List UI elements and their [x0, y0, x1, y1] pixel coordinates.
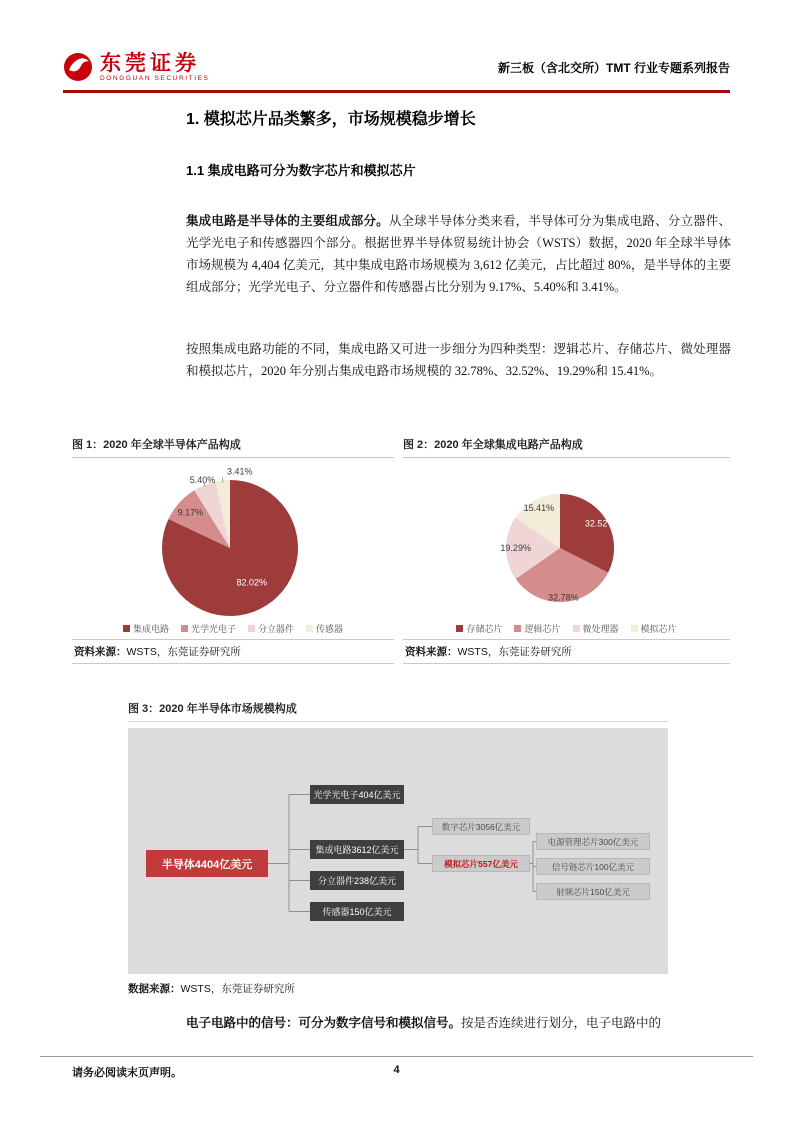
brand-text — [100, 52, 210, 83]
legend-swatch — [514, 625, 521, 632]
figure-2-legend — [403, 620, 730, 636]
tree-node: 电源管理芯片300亿美元 — [536, 833, 650, 850]
page-header — [63, 46, 730, 88]
figure-3-source — [128, 974, 668, 996]
pie-data-label: 9.17% — [177, 507, 204, 518]
legend-swatch — [181, 625, 188, 632]
figure-1-source — [72, 639, 394, 664]
figure-2 — [403, 434, 730, 664]
source-label: 资料来源： — [405, 646, 458, 658]
legend-item: 微处理器 — [573, 622, 619, 635]
subsection-heading: 1.1 集成电路可分为数字芯片和模拟芯片 — [186, 163, 416, 178]
paragraph-3 — [186, 1012, 731, 1034]
paragraph-2: 按照集成电路功能的不同，集成电路又可进一步细分为四种类型：逻辑芯片、存储芯片、微处理器和模拟芯片，2020 年分别占集成电路市场规模的 32.78%、32.52%、19.29%和 15.41%。 — [186, 342, 731, 378]
tree-node: 集成电路3612亿美元 — [310, 840, 404, 859]
paragraph-3-lead: 电子电路中的信号：可分为数字信号和模拟信号。 — [186, 1016, 462, 1030]
figure-1-pie-chart — [72, 460, 394, 620]
paragraph-1 — [186, 210, 731, 298]
legend-item: 分立器件 — [248, 622, 294, 635]
pie-data-label: 3.41% — [227, 466, 253, 477]
header-divider — [63, 90, 730, 93]
figure-3-tree-diagram — [128, 728, 668, 974]
tree-node: 分立器件238亿美元 — [310, 871, 404, 890]
tree-node: 数字芯片3056亿美元 — [432, 818, 530, 835]
figure-1-caption: 图 1：2020 年全球半导体产品构成 — [72, 434, 394, 458]
pie-label-leader — [222, 477, 223, 482]
brand-logo-icon — [63, 52, 93, 82]
pie-data-label: 32.78% — [548, 592, 579, 603]
pie-data-label: 82.02% — [236, 577, 268, 588]
brand-name: 东莞证券 — [100, 50, 200, 75]
footer-disclaimer: 请务必阅读末页声明。 — [72, 1067, 182, 1079]
legend-item: 模拟芯片 — [631, 622, 677, 635]
brand-name-en: DONGGUAN SECURITIES — [100, 74, 210, 82]
source-text: WSTS，东莞证券研究所 — [180, 983, 295, 995]
figure-1-legend — [72, 620, 394, 636]
page-number: 4 — [393, 1064, 400, 1076]
source-label: 资料来源： — [74, 646, 127, 658]
tree-node: 射频芯片150亿美元 — [536, 883, 650, 900]
legend-item: 传感器 — [306, 622, 343, 635]
legend-item: 集成电路 — [123, 622, 169, 635]
footer-divider — [40, 1056, 753, 1057]
source-label: 数据来源： — [128, 983, 181, 995]
figure-3 — [128, 698, 668, 996]
legend-swatch — [573, 625, 580, 632]
figure-3-caption: 图 3：2020 年半导体市场规模构成 — [128, 698, 668, 722]
legend-item: 存储芯片 — [456, 622, 502, 635]
pie-data-label: 5.40% — [189, 474, 216, 485]
legend-swatch — [123, 625, 130, 632]
pie-data-label: 19.29% — [500, 543, 531, 554]
paragraph-1-body: 从全球半导体分类来看，半导体可分为集成电路、分立器件、光学光电子和传感器四个部分。根据世界半导体贸易统计协会（WSTS）数据，2020 年全球半导体市场规模为 4,404 亿美元，其中集成电路市场规模为 3,612 亿美元，占比超过 80%，是半导体的主要组成部分；光学光电子、分立器件和传感器占比分别为 9.17%、5.40%和 3.41%。 — [186, 214, 731, 294]
figure-2-pie-chart — [403, 460, 730, 620]
pie-data-label: 15.41% — [523, 502, 555, 513]
legend-swatch — [248, 625, 255, 632]
brand — [63, 52, 210, 83]
tree-node: 信号链芯片100亿美元 — [536, 858, 650, 875]
legend-swatch — [306, 625, 313, 632]
legend-item: 逻辑芯片 — [514, 622, 560, 635]
section-heading: 1. 模拟芯片品类繁多，市场规模稳步增长 — [186, 111, 476, 128]
pie-data-label: 32.52% — [584, 518, 616, 529]
tree-root-node: 半导体4404亿美元 — [146, 850, 268, 877]
report-series-title: 新三板（含北交所）TMT 行业专题系列报告 — [498, 60, 730, 75]
figure-2-source — [403, 639, 730, 664]
tree-node: 传感器150亿美元 — [310, 902, 404, 921]
source-text: WSTS，东莞证券研究所 — [457, 646, 572, 658]
tree-node-highlight: 模拟芯片557亿美元 — [432, 855, 530, 872]
tree-node: 光学光电子404亿美元 — [310, 785, 404, 804]
paragraph-3-body: 按是否连续进行划分，电子电路中的 — [461, 1016, 662, 1030]
source-text: WSTS，东莞证券研究所 — [126, 646, 241, 658]
figure-1 — [72, 434, 394, 664]
legend-swatch — [631, 625, 638, 632]
legend-swatch — [456, 625, 463, 632]
paragraph-1-lead: 集成电路是半导体的主要组成部分。 — [186, 214, 389, 228]
legend-item: 光学光电子 — [181, 622, 236, 635]
figure-2-caption: 图 2：2020 年全球集成电路产品构成 — [403, 434, 730, 458]
